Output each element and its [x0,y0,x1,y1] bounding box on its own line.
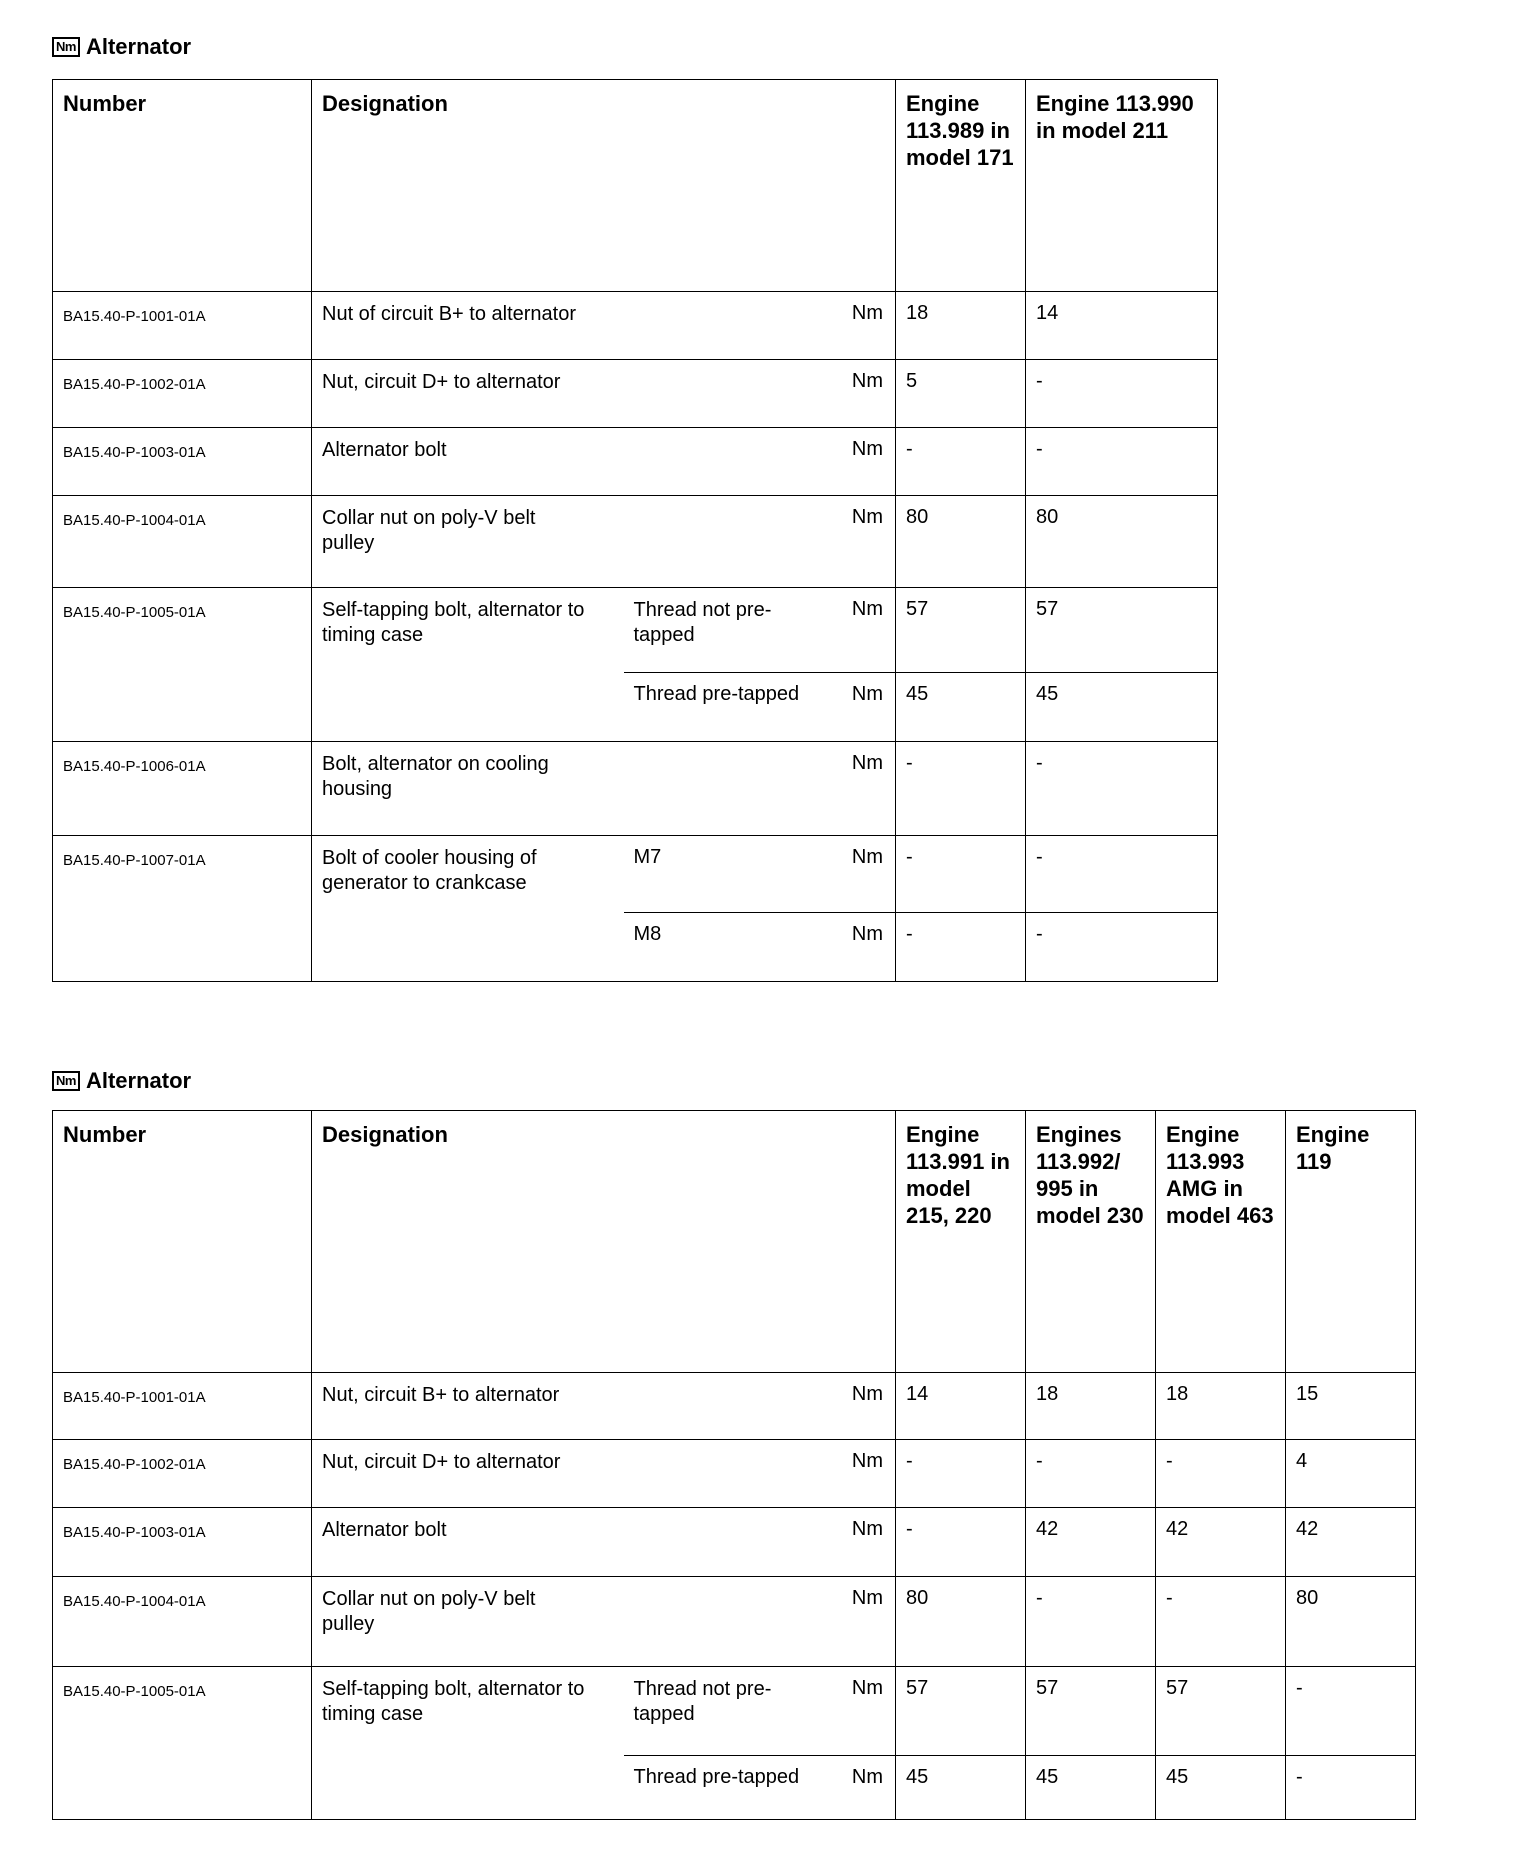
value: - [1026,836,1218,913]
value: 4 [1286,1440,1416,1508]
value: 42 [1026,1508,1156,1577]
header-number: Number [53,1111,312,1373]
table-row [53,1508,1416,1577]
value: - [1286,1667,1416,1756]
value: 57 [1026,1667,1156,1756]
unit: Nm [824,496,896,588]
designation: Nut, circuit B+ to alternator [312,1373,824,1440]
value: 5 [896,360,1026,428]
table-row [53,360,1218,428]
sub-designation: M8 [624,913,824,982]
part-number: BA15.40-P-1005-01A [53,588,312,742]
value: - [1026,913,1218,982]
designation: Bolt, alternator on cooling housing [312,742,824,836]
unit: Nm [824,292,896,360]
value: 80 [896,1577,1026,1667]
unit: Nm [824,1667,896,1756]
table-header-row [53,80,1218,292]
part-number: BA15.40-P-1004-01A [53,1577,312,1667]
unit: Nm [824,1577,896,1667]
value: - [896,742,1026,836]
value: 57 [1026,588,1218,673]
value: 57 [896,588,1026,673]
value: - [1026,1577,1156,1667]
value: 14 [1026,292,1218,360]
torque-nm-icon: Nm [52,1071,80,1091]
part-number: BA15.40-P-1003-01A [53,428,312,496]
torque-table-2 [52,1110,1416,1820]
part-number: BA15.40-P-1006-01A [53,742,312,836]
designation: Collar nut on poly-V belt pulley [312,496,824,588]
value: 18 [1156,1373,1286,1440]
table-row [53,496,1218,588]
header-designation: Designation [312,80,896,292]
unit: Nm [824,673,896,742]
table-row [53,742,1218,836]
value: 45 [896,1756,1026,1820]
header-designation: Designation [312,1111,896,1373]
sub-designation: Thread not pre-tapped [624,1667,824,1756]
unit: Nm [824,1373,896,1440]
designation: Collar nut on poly-V belt pulley [312,1577,824,1667]
header-engine: Engines 113.992/ 995 in model 230 [1026,1111,1156,1373]
value: - [896,428,1026,496]
part-number: BA15.40-P-1002-01A [53,1440,312,1508]
value: 57 [1156,1667,1286,1756]
designation: Bolt of cooler housing of generator to crankcase [312,836,624,982]
value: - [896,1508,1026,1577]
value: 18 [1026,1373,1156,1440]
sub-designation: Thread pre-tapped [624,1756,824,1820]
value: - [896,836,1026,913]
torque-table-1 [52,79,1218,982]
value: 45 [1026,673,1218,742]
value: 45 [1026,1756,1156,1820]
designation: Nut of circuit B+ to alternator [312,292,824,360]
table-header-row [53,1111,1416,1373]
table-row [53,1577,1416,1667]
value: - [896,913,1026,982]
section-title: Alternator [85,34,192,59]
torque-nm-icon: Nm [52,37,80,57]
sub-designation: Thread pre-tapped [624,673,824,742]
header-engine: Engine 119 [1286,1111,1416,1373]
designation: Alternator bolt [312,428,824,496]
unit: Nm [824,836,896,913]
value: - [1026,1440,1156,1508]
section-2-heading [52,1066,191,1096]
table-row [53,588,1218,673]
value: - [1156,1577,1286,1667]
value: - [1026,360,1218,428]
value: 15 [1286,1373,1416,1440]
table-row [53,836,1218,913]
table-row [53,1373,1416,1440]
value: - [1026,428,1218,496]
header-engine: Engine 113.993 AMG in model 463 [1156,1111,1286,1373]
value: 42 [1286,1508,1416,1577]
unit: Nm [824,1440,896,1508]
value: - [896,1440,1026,1508]
table-row [53,428,1218,496]
value: 45 [896,673,1026,742]
value: - [1156,1440,1286,1508]
table-row [53,1667,1416,1756]
table-row [53,1440,1416,1508]
table-row [53,292,1218,360]
unit: Nm [824,1508,896,1577]
part-number: BA15.40-P-1002-01A [53,360,312,428]
value: 45 [1156,1756,1286,1820]
designation: Nut, circuit D+ to alternator [312,360,824,428]
unit: Nm [824,742,896,836]
designation: Alternator bolt [312,1508,824,1577]
value: 18 [896,292,1026,360]
header-engine: Engine 113.989 in model 171 [896,80,1026,292]
value: 57 [896,1667,1026,1756]
value: - [1286,1756,1416,1820]
value: 80 [1286,1577,1416,1667]
unit: Nm [824,913,896,982]
value: 80 [1026,496,1218,588]
unit: Nm [824,588,896,673]
part-number: BA15.40-P-1007-01A [53,836,312,982]
part-number: BA15.40-P-1001-01A [53,292,312,360]
sub-designation: Thread not pre-tapped [624,588,824,673]
unit: Nm [824,1756,896,1820]
part-number: BA15.40-P-1001-01A [53,1373,312,1440]
section-title: Alternator [85,1068,192,1093]
section-1-heading [52,32,191,62]
part-number: BA15.40-P-1003-01A [53,1508,312,1577]
header-engine: Engine 113.991 in model 215, 220 [896,1111,1026,1373]
designation: Nut, circuit D+ to alternator [312,1440,824,1508]
designation: Self-tapping bolt, alternator to timing case [312,588,624,742]
value: 42 [1156,1508,1286,1577]
part-number: BA15.40-P-1005-01A [53,1667,312,1820]
unit: Nm [824,428,896,496]
unit: Nm [824,360,896,428]
header-number: Number [53,80,312,292]
value: - [1026,742,1218,836]
part-number: BA15.40-P-1004-01A [53,496,312,588]
designation: Self-tapping bolt, alternator to timing case [312,1667,624,1820]
sub-designation: M7 [624,836,824,913]
value: 14 [896,1373,1026,1440]
header-engine: Engine 113.990 in model 211 [1026,80,1218,292]
value: 80 [896,496,1026,588]
